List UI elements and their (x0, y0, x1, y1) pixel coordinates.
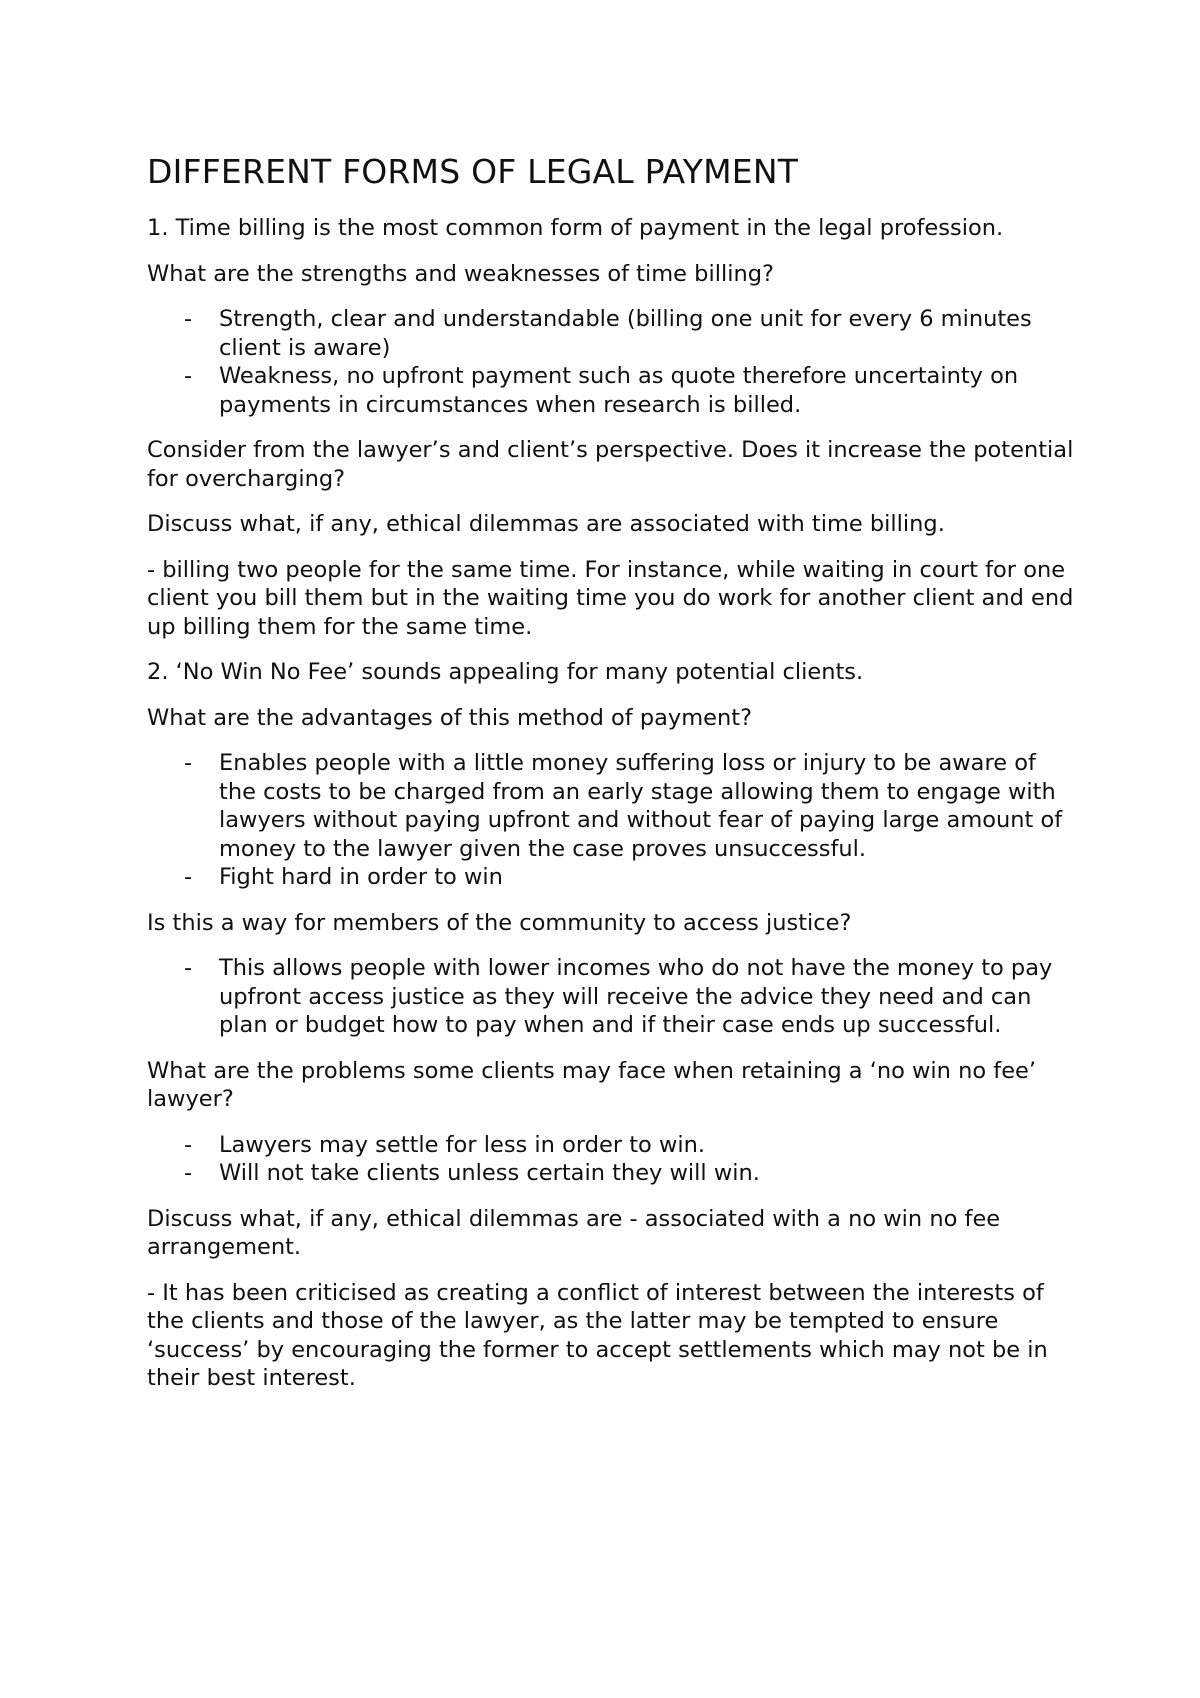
section-1-intro: 1. Time billing is the most common form of payment in the legal profession. (147, 215, 1004, 241)
question-overcharging: Consider from the lawyer’s and client’s perspective. Does it increase the potential for overcharging? (147, 437, 1074, 492)
question-access-justice: Is this a way for members of the community to access justice? (147, 909, 852, 936)
question-strengths-weaknesses: What are the strengths and weaknesses of time billing? (147, 260, 774, 287)
list-item: - Lawyers may settle for less in order to win. (147, 1131, 1077, 1160)
answer-ethical-time-billing: - billing two people for the same time. For instance, while waiting in court for one client you bill them but in the waiting time you do work for another client and end up billing them for the same time. (147, 556, 1074, 640)
question-ethical-time-billing: Discuss what, if any, ethical dilemmas are associated with time billing. (147, 511, 945, 537)
list-item: - Enables people with a little money suffering loss or injury to be aware of the costs to be charged from an early stage allowing them to engage with lawyers without paying upfront and without fear of paying large amount of money to the lawyer given the case proves unsuccessful. (147, 749, 1077, 863)
question-advantages: What are the advantages of this method of payment? (147, 704, 753, 731)
document-title: DIFFERENT FORMS OF LEGAL PAYMENT (147, 152, 799, 191)
answer-ethical-no-win: - It has been criticised as creating a conflict of interest between the interests of the clients and those of the lawyer, as the latter may be tempted to ensure ‘success’ by encouraging the former to accept settlements which may not be in their best interest. (147, 1279, 1048, 1391)
section-2-intro: 2. ‘No Win No Fee’ sounds appealing for many potential clients. (147, 659, 864, 685)
list-item: - This allows people with lower incomes who do not have the money to pay upfront access justice as they will receive the advice they need and can plan or budget how to pay when and if their case ends up successful. (147, 954, 1077, 1040)
list-item: - Will not take clients unless certain they will win. (147, 1159, 1077, 1188)
document-page (147, 150, 1077, 1410)
strengths-weaknesses-list (147, 305, 1077, 419)
question-ethical-no-win: Discuss what, if any, ethical dilemmas are - associated with a no win no fee arrangement. (147, 1205, 1001, 1260)
access-justice-list (147, 954, 1077, 1040)
question-problems: What are the problems some clients may face when retaining a ‘no win no fee’ lawyer? (147, 1057, 1037, 1112)
list-item: - Weakness, no upfront payment such as quote therefore uncertainty on payments in circumstances when research is billed. (147, 362, 1077, 419)
list-item: - Strength, clear and understandable (billing one unit for every 6 minutes client is aware) (147, 305, 1077, 362)
problems-list (147, 1131, 1077, 1188)
list-item: - Fight hard in order to win (147, 863, 1077, 892)
advantages-list (147, 749, 1077, 892)
